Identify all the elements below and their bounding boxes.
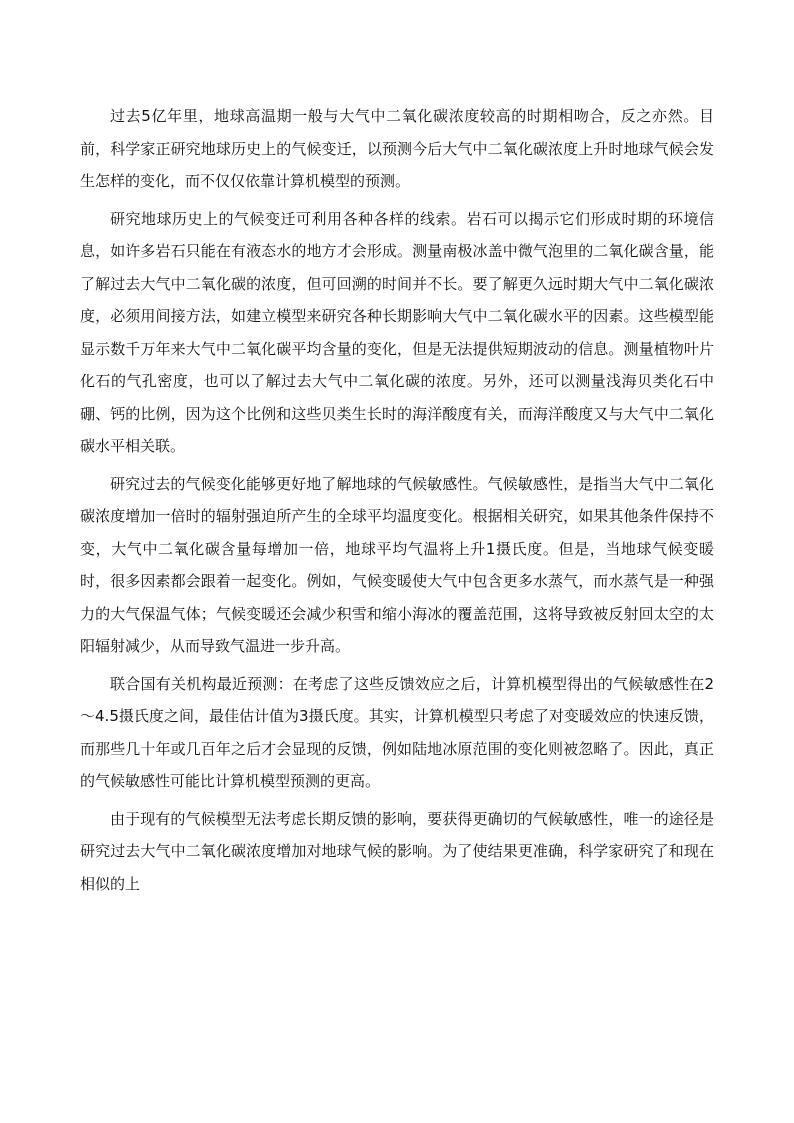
paragraph-3: 研究过去的气候变化能够更好地了解地球的气候敏感性。气候敏感性，是指当大气中二氧化碳浓度增加一倍时的辐射强迫所产生的全球平均温度变化。根据相关研究，如果其他条件保持不变，大气中二氧化碳含量每增加一倍，地球平均气温将上升1摄氏度。但是，当地球气候变暖时，很多因素都会跟着一起变化。例如，气候变暖使大气中包含更多水蒸气，而水蒸气是一种强力的大气保温气体；气候变暖还会减少积雪和缩小海冰的覆盖范围，这将导致被反射回太空的太阳辐射减少，从而导致气温进一步升高。: [80, 474, 714, 655]
paragraph-1: 过去5亿年里，地球高温期一般与大气中二氧化碳浓度较高的时期相吻合，反之亦然。目前，科学家正研究地球历史上的气候变迁，以预测今后大气中二氧化碳浓度上升时地球气候会发生怎样的变化，而不仅仅依靠计算机模型的预测。: [80, 107, 714, 190]
paragraph-2: 研究地球历史上的气候变迁可利用各种各样的线索。岩石可以揭示它们形成时期的环境信息，如许多岩石只能在有液态水的地方才会形成。测量南极冰盖中微气泡里的二氧化碳含量，能了解过去大气中二氧化碳的浓度，但可回溯的时间并不长。要了解更久远时期大气中二氧化碳浓度，必须用间接方法，如建立模型来研究各种长期影响大气中二氧化碳水平的因素。这些模型能显示数千万年来大气中二氧化碳平均含量的变化，但是无法提供短期波动的信息。测量植物叶片化石的气孔密度，也可以了解过去大气中二氧化碳的浓度。另外，还可以测量浅海贝类化石中硼、钙的比例，因为这个比例和这些贝类生长时的海洋酸度有关，而海洋酸度又与大气中二氧化碳水平相关联。: [80, 209, 714, 455]
paragraph-5: 由于现有的气候模型无法考虑长期反馈的影响，要获得更确切的气候敏感性，唯一的途径是研究过去大气中二氧化碳浓度增加对地球气候的影响。为了使结果更准确，科学家研究了和现在相似的上: [80, 809, 714, 893]
paragraph-4: 联合国有关机构最近预测：在考虑了这些反馈效应之后，计算机模型得出的气候敏感性在2～4.5摄氏度之间，最佳估计值为3摄氏度。其实，计算机模型只考虑了对变暖效应的快速反馈，而那些几十年或几百年之后才会显现的反馈，例如陆地冰原范围的变化则被忽略了。因此，真正的气候敏感性可能比计算机模型预测的更高。: [80, 674, 714, 790]
document-page: [80, 100, 714, 905]
